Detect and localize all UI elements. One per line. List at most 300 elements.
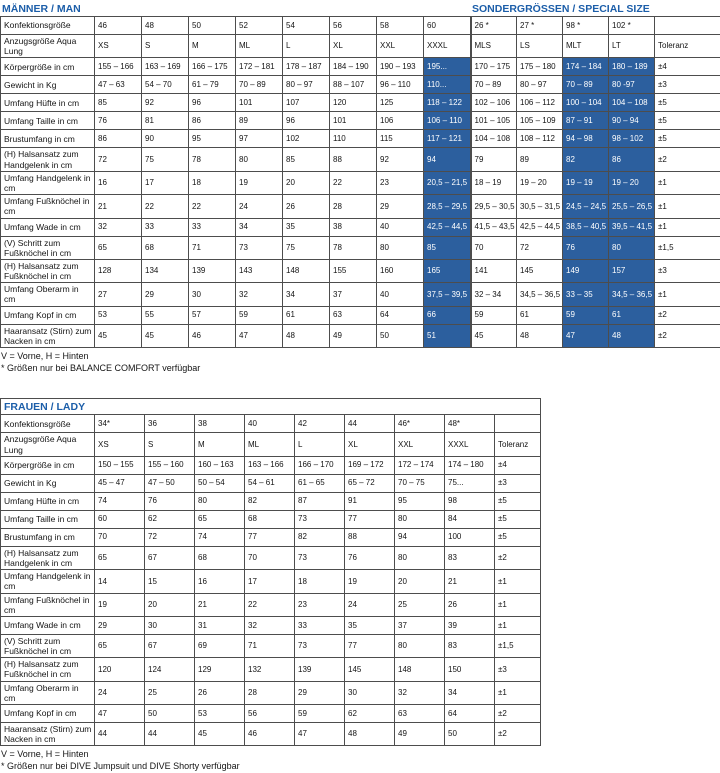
size-value-cell: 17	[142, 171, 189, 194]
size-header-cell: 44	[345, 415, 395, 433]
men-title: MÄNNER / MAN	[2, 3, 472, 15]
special-size-header-cell: 27 *	[517, 17, 563, 35]
size-value-cell: 47 – 63	[95, 76, 142, 94]
size-value-cell: 128	[95, 259, 142, 282]
size-value-cell: 190 – 193	[377, 58, 424, 76]
size-header-cell: XXL	[377, 35, 424, 58]
size-value-cell: 50	[377, 324, 424, 347]
size-value-cell: 37	[330, 283, 377, 306]
row-label-cell: (H) Halsansatz zum Handgelenk in cm	[1, 546, 95, 569]
special-size-header-cell: MLS	[471, 35, 517, 58]
size-value-cell: 91	[345, 492, 395, 510]
size-value-cell: 44	[95, 723, 145, 746]
size-value-cell: 76	[95, 112, 142, 130]
size-value-cell: 85	[95, 94, 142, 112]
special-size-value-cell: 87 – 91	[563, 112, 609, 130]
size-header-cell: 60	[424, 17, 471, 35]
size-value-cell: 35	[345, 616, 395, 634]
row-label-cell: Körpergröße in cm	[1, 58, 95, 76]
men-table-row	[1, 283, 720, 306]
special-size-value-cell: 24,5 – 24,5	[563, 195, 609, 218]
size-header-cell: 48*	[445, 415, 495, 433]
special-size-value-cell: 70 – 89	[563, 76, 609, 94]
size-value-cell: 82	[245, 492, 295, 510]
special-size-value-cell: 100 – 104	[563, 94, 609, 112]
special-size-header-cell: MLT	[563, 35, 609, 58]
tolerance-cell: ±4	[495, 456, 541, 474]
women-availability-note: * Größen nur bei DIVE Jumpsuit und DIVE Shorty verfügbar	[1, 761, 720, 773]
size-value-cell: 81	[142, 112, 189, 130]
row-label-cell: Brustumfang in cm	[1, 130, 95, 148]
special-size-header-cell: LS	[517, 35, 563, 58]
special-size-header-cell: 102 *	[609, 17, 655, 35]
size-value-cell: 178 – 187	[283, 58, 330, 76]
size-value-cell: 22	[142, 195, 189, 218]
tolerance-cell: ±2	[495, 546, 541, 569]
tolerance-cell	[655, 17, 720, 35]
size-value-cell: 73	[295, 510, 345, 528]
men-table-row	[1, 148, 720, 171]
size-value-cell: 14	[95, 570, 145, 593]
size-header-cell: 54	[283, 17, 330, 35]
size-value-cell: 42,5 – 44,5	[424, 218, 471, 236]
tolerance-cell: ±1	[655, 171, 720, 194]
size-value-cell: 145	[345, 658, 395, 681]
size-header-cell: 52	[236, 17, 283, 35]
size-value-cell: 166 – 170	[295, 456, 345, 474]
size-value-cell: 47 – 50	[145, 474, 195, 492]
size-value-cell: 16	[195, 570, 245, 593]
special-size-value-cell: 106 – 112	[517, 94, 563, 112]
size-value-cell: 48	[345, 723, 395, 746]
row-label-cell: (H) Halsansatz zum Handgelenk in cm	[1, 148, 95, 171]
size-value-cell: 19	[236, 171, 283, 194]
size-value-cell: 29	[295, 681, 345, 704]
special-size-value-cell: 82	[563, 148, 609, 171]
row-label-cell: Konfektionsgröße	[1, 17, 95, 35]
row-label-cell: Körpergröße in cm	[1, 456, 95, 474]
size-value-cell: 102	[283, 130, 330, 148]
tolerance-cell: ±5	[495, 492, 541, 510]
size-value-cell: 23	[295, 593, 345, 616]
women-table-row	[1, 593, 541, 616]
special-size-value-cell: 104 – 108	[609, 94, 655, 112]
size-value-cell: 118 – 122	[424, 94, 471, 112]
size-value-cell: 92	[142, 94, 189, 112]
size-value-cell: 88	[330, 148, 377, 171]
size-value-cell: 21	[195, 593, 245, 616]
size-value-cell: 53	[195, 705, 245, 723]
row-label-cell: Haaransatz (Stirn) zum Nacken in cm	[1, 324, 95, 347]
size-value-cell: 46	[189, 324, 236, 347]
size-value-cell: 160	[377, 259, 424, 282]
women-table-row	[1, 492, 541, 510]
size-value-cell: 80	[195, 492, 245, 510]
size-value-cell: 47	[236, 324, 283, 347]
size-value-cell: 150	[445, 658, 495, 681]
tolerance-cell: ±5	[495, 510, 541, 528]
men-table-row	[1, 259, 720, 282]
tolerance-cell: ±3	[495, 474, 541, 492]
men-table-row	[1, 171, 720, 194]
size-value-cell: 20,5 – 21,5	[424, 171, 471, 194]
row-label-cell: Umfang Kopf in cm	[1, 306, 95, 324]
size-value-cell: 49	[330, 324, 377, 347]
row-label-cell: Umfang Hüfte in cm	[1, 94, 95, 112]
size-value-cell: 26	[195, 681, 245, 704]
size-header-cell: 50	[189, 17, 236, 35]
size-value-cell: 54 – 61	[245, 474, 295, 492]
size-value-cell: 72	[95, 148, 142, 171]
special-size-value-cell: 30,5 – 31,5	[517, 195, 563, 218]
tolerance-cell: ±1,5	[655, 236, 720, 259]
size-value-cell: 39	[445, 616, 495, 634]
tolerance-cell: ±1	[495, 681, 541, 704]
women-table-row	[1, 433, 541, 456]
size-value-cell: 20	[283, 171, 330, 194]
size-header-cell: 42	[295, 415, 345, 433]
size-value-cell: 24	[236, 195, 283, 218]
row-label-cell: (V) Schritt zum Fußknöchel in cm	[1, 634, 95, 657]
size-value-cell: 163 – 166	[245, 456, 295, 474]
size-value-cell: 59	[295, 705, 345, 723]
size-value-cell: 83	[445, 634, 495, 657]
size-value-cell: 75...	[445, 474, 495, 492]
size-value-cell: 110	[330, 130, 377, 148]
special-size-value-cell: 94 – 98	[563, 130, 609, 148]
men-table-row	[1, 35, 720, 58]
women-table-row	[1, 723, 541, 746]
special-size-title: SONDERGRÖSSEN / SPECIAL SIZE	[472, 3, 650, 15]
size-value-cell: 65	[195, 510, 245, 528]
size-value-cell: 30	[145, 616, 195, 634]
tolerance-cell: Toleranz	[495, 433, 541, 456]
size-value-cell: 155 – 166	[95, 58, 142, 76]
women-table-row	[1, 415, 541, 433]
size-value-cell: 96 – 110	[377, 76, 424, 94]
special-size-value-cell: 47	[563, 324, 609, 347]
size-value-cell: 45	[142, 324, 189, 347]
women-title: FRAUEN / LADY	[1, 399, 541, 415]
size-header-cell: XXXL	[424, 35, 471, 58]
row-label-cell: Umfang Handgelenk in cm	[1, 171, 95, 194]
size-header-cell: M	[189, 35, 236, 58]
size-header-cell: XXXL	[445, 433, 495, 456]
size-value-cell: 63	[330, 306, 377, 324]
size-value-cell: 86	[189, 112, 236, 130]
size-value-cell: 32	[95, 218, 142, 236]
size-value-cell: 45	[95, 324, 142, 347]
row-label-cell: Umfang Wade in cm	[1, 218, 95, 236]
size-value-cell: 50 – 54	[195, 474, 245, 492]
size-value-cell: 88	[345, 528, 395, 546]
size-value-cell: 64	[377, 306, 424, 324]
special-size-value-cell: 19 – 20	[609, 171, 655, 194]
special-size-value-cell: 149	[563, 259, 609, 282]
size-value-cell: 22	[245, 593, 295, 616]
size-value-cell: 61	[283, 306, 330, 324]
size-value-cell: 101	[330, 112, 377, 130]
row-label-cell: Anzugsgröße Aqua Lung	[1, 35, 95, 58]
special-size-header-cell: 98 *	[563, 17, 609, 35]
size-value-cell: 115	[377, 130, 424, 148]
tolerance-cell: ±1	[655, 218, 720, 236]
special-size-value-cell: 145	[517, 259, 563, 282]
special-size-value-cell: 39,5 – 41,5	[609, 218, 655, 236]
special-size-value-cell: 80	[609, 236, 655, 259]
size-value-cell: 169 – 172	[345, 456, 395, 474]
size-value-cell: 62	[145, 510, 195, 528]
size-value-cell: 75	[142, 148, 189, 171]
size-header-cell: 38	[195, 415, 245, 433]
size-header-cell: XL	[330, 35, 377, 58]
size-value-cell: 106 – 110	[424, 112, 471, 130]
special-size-value-cell: 79	[471, 148, 517, 171]
size-value-cell: 148	[283, 259, 330, 282]
size-value-cell: 19	[345, 570, 395, 593]
size-value-cell: 132	[245, 658, 295, 681]
size-value-cell: 139	[189, 259, 236, 282]
size-value-cell: 49	[395, 723, 445, 746]
tolerance-cell: ±5	[655, 130, 720, 148]
women-size-table	[0, 398, 541, 746]
size-value-cell: 107	[283, 94, 330, 112]
size-value-cell: 62	[345, 705, 395, 723]
size-value-cell: 51	[424, 324, 471, 347]
size-value-cell: 71	[245, 634, 295, 657]
special-size-value-cell: 41,5 – 43,5	[471, 218, 517, 236]
size-value-cell: 48	[283, 324, 330, 347]
women-table-row	[1, 681, 541, 704]
row-label-cell: Umfang Hüfte in cm	[1, 492, 95, 510]
size-value-cell: 160 – 163	[195, 456, 245, 474]
size-header-cell: XS	[95, 35, 142, 58]
row-label-cell: Umfang Wade in cm	[1, 616, 95, 634]
size-value-cell: 30	[189, 283, 236, 306]
special-size-value-cell: 48	[517, 324, 563, 347]
size-header-cell: 56	[330, 17, 377, 35]
size-value-cell: 59	[236, 306, 283, 324]
size-header-cell: M	[195, 433, 245, 456]
size-value-cell: 26	[445, 593, 495, 616]
size-header-cell: 36	[145, 415, 195, 433]
size-value-cell: 20	[145, 593, 195, 616]
tolerance-cell: ±5	[495, 528, 541, 546]
size-value-cell: 47	[95, 705, 145, 723]
size-value-cell: 23	[377, 171, 424, 194]
row-label-cell: Brustumfang in cm	[1, 528, 95, 546]
size-value-cell: 21	[95, 195, 142, 218]
women-table-row	[1, 510, 541, 528]
size-value-cell: 73	[295, 546, 345, 569]
row-label-cell: Umfang Handgelenk in cm	[1, 570, 95, 593]
size-value-cell: 47	[295, 723, 345, 746]
special-size-value-cell: 61	[609, 306, 655, 324]
tolerance-cell: ±1	[495, 570, 541, 593]
size-value-cell: 25	[395, 593, 445, 616]
size-value-cell: 100	[445, 528, 495, 546]
size-value-cell: 61 – 79	[189, 76, 236, 94]
special-size-value-cell: 89	[517, 148, 563, 171]
size-value-cell: 63	[395, 705, 445, 723]
size-value-cell: 70 – 75	[395, 474, 445, 492]
size-value-cell: 64	[445, 705, 495, 723]
women-table-row	[1, 616, 541, 634]
size-value-cell: 29	[142, 283, 189, 306]
size-value-cell: 68	[142, 236, 189, 259]
size-value-cell: 71	[189, 236, 236, 259]
tolerance-cell: ±1	[655, 283, 720, 306]
special-size-value-cell: 19 – 20	[517, 171, 563, 194]
size-value-cell: 68	[245, 510, 295, 528]
row-label-cell: Umfang Taille in cm	[1, 510, 95, 528]
size-value-cell: 75	[283, 236, 330, 259]
special-size-value-cell: 59	[563, 306, 609, 324]
size-value-cell: 45 – 47	[95, 474, 145, 492]
size-value-cell: 37,5 – 39,5	[424, 283, 471, 306]
women-footnotes	[0, 746, 720, 772]
size-value-cell: 78	[189, 148, 236, 171]
size-value-cell: 28	[330, 195, 377, 218]
men-table-row	[1, 324, 720, 347]
size-value-cell: 57	[189, 306, 236, 324]
women-title-row	[1, 399, 541, 415]
row-label-cell: Umfang Fußknöchel in cm	[1, 195, 95, 218]
row-label-cell: Umfang Oberarm in cm	[1, 283, 95, 306]
size-value-cell: 68	[195, 546, 245, 569]
special-size-value-cell: 18 – 19	[471, 171, 517, 194]
women-table-row	[1, 456, 541, 474]
special-size-value-cell: 59	[471, 306, 517, 324]
size-value-cell: 143	[236, 259, 283, 282]
size-header-cell: XL	[345, 433, 395, 456]
size-value-cell: 155	[330, 259, 377, 282]
size-value-cell: 29	[377, 195, 424, 218]
size-value-cell: 31	[195, 616, 245, 634]
men-section-header	[0, 1, 720, 16]
special-size-value-cell: 42,5 – 44,5	[517, 218, 563, 236]
size-value-cell: 56	[245, 705, 295, 723]
size-value-cell: 165	[424, 259, 471, 282]
size-value-cell: 95	[395, 492, 445, 510]
men-table-row	[1, 130, 720, 148]
size-value-cell: 155 – 160	[145, 456, 195, 474]
row-label-cell: (H) Halsansatz zum Fußknöchel in cm	[1, 658, 95, 681]
women-table-row	[1, 705, 541, 723]
size-value-cell: 19	[95, 593, 145, 616]
special-size-value-cell: 86	[609, 148, 655, 171]
women-legend-note: V = Vorne, H = Hinten	[1, 749, 720, 761]
tolerance-cell: ±2	[655, 148, 720, 171]
size-value-cell: 37	[395, 616, 445, 634]
size-value-cell: 95	[189, 130, 236, 148]
women-table-row	[1, 546, 541, 569]
size-value-cell: 34	[236, 218, 283, 236]
size-value-cell: 38	[330, 218, 377, 236]
row-label-cell: (V) Schritt zum Fußknöchel in cm	[1, 236, 95, 259]
size-value-cell: 80	[395, 510, 445, 528]
men-table-row	[1, 306, 720, 324]
size-value-cell: 22	[189, 195, 236, 218]
size-value-cell: 125	[377, 94, 424, 112]
special-size-value-cell: 45	[471, 324, 517, 347]
size-value-cell: 80	[236, 148, 283, 171]
special-size-value-cell: 101 – 105	[471, 112, 517, 130]
size-value-cell: 76	[345, 546, 395, 569]
size-value-cell: 32	[236, 283, 283, 306]
size-header-cell: S	[142, 35, 189, 58]
special-size-value-cell: 108 – 112	[517, 130, 563, 148]
men-table-row	[1, 94, 720, 112]
size-value-cell: 30	[345, 681, 395, 704]
size-header-cell: XXL	[395, 433, 445, 456]
size-value-cell: 134	[142, 259, 189, 282]
row-label-cell: Konfektionsgröße	[1, 415, 95, 433]
size-value-cell: 40	[377, 283, 424, 306]
size-value-cell: 106	[377, 112, 424, 130]
size-value-cell: 28	[245, 681, 295, 704]
tolerance-cell: ±1	[655, 195, 720, 218]
size-header-cell: 48	[142, 17, 189, 35]
size-value-cell: 33	[295, 616, 345, 634]
size-value-cell: 76	[145, 492, 195, 510]
special-size-value-cell: 34,5 – 36,5	[517, 283, 563, 306]
size-value-cell: 82	[295, 528, 345, 546]
row-label-cell: Umfang Kopf in cm	[1, 705, 95, 723]
tolerance-cell: ±3	[655, 259, 720, 282]
size-value-cell: 32	[395, 681, 445, 704]
size-value-cell: 46	[245, 723, 295, 746]
men-table-row	[1, 58, 720, 76]
women-table-row	[1, 570, 541, 593]
size-value-cell: 53	[95, 306, 142, 324]
special-size-value-cell: 32 – 34	[471, 283, 517, 306]
size-value-cell: 60	[95, 510, 145, 528]
size-value-cell: 21	[445, 570, 495, 593]
row-label-cell: Umfang Oberarm in cm	[1, 681, 95, 704]
special-size-value-cell: 19 – 19	[563, 171, 609, 194]
size-value-cell: 80	[395, 546, 445, 569]
size-value-cell: 25	[145, 681, 195, 704]
special-size-value-cell: 29,5 – 30,5	[471, 195, 517, 218]
size-value-cell: 80	[377, 236, 424, 259]
size-value-cell: 54 – 70	[142, 76, 189, 94]
size-value-cell: 70	[245, 546, 295, 569]
special-size-value-cell: 76	[563, 236, 609, 259]
size-value-cell: 34	[283, 283, 330, 306]
size-value-cell: 73	[295, 634, 345, 657]
tolerance-cell: Toleranz	[655, 35, 720, 58]
size-header-cell: 58	[377, 17, 424, 35]
size-value-cell: 77	[345, 634, 395, 657]
tolerance-cell: ±5	[655, 94, 720, 112]
size-value-cell: 50	[145, 705, 195, 723]
row-label-cell: Haaransatz (Stirn) zum Nacken in cm	[1, 723, 95, 746]
size-value-cell: 24	[95, 681, 145, 704]
special-size-value-cell: 170 – 175	[471, 58, 517, 76]
size-header-cell: 46*	[395, 415, 445, 433]
size-value-cell: 22	[330, 171, 377, 194]
size-value-cell: 73	[236, 236, 283, 259]
size-value-cell: 70	[95, 528, 145, 546]
size-value-cell: 150 – 155	[95, 456, 145, 474]
size-value-cell: 69	[195, 634, 245, 657]
size-value-cell: 66	[424, 306, 471, 324]
size-value-cell: 80 – 97	[283, 76, 330, 94]
women-table-row	[1, 528, 541, 546]
size-value-cell: 77	[345, 510, 395, 528]
size-header-cell: XS	[95, 433, 145, 456]
